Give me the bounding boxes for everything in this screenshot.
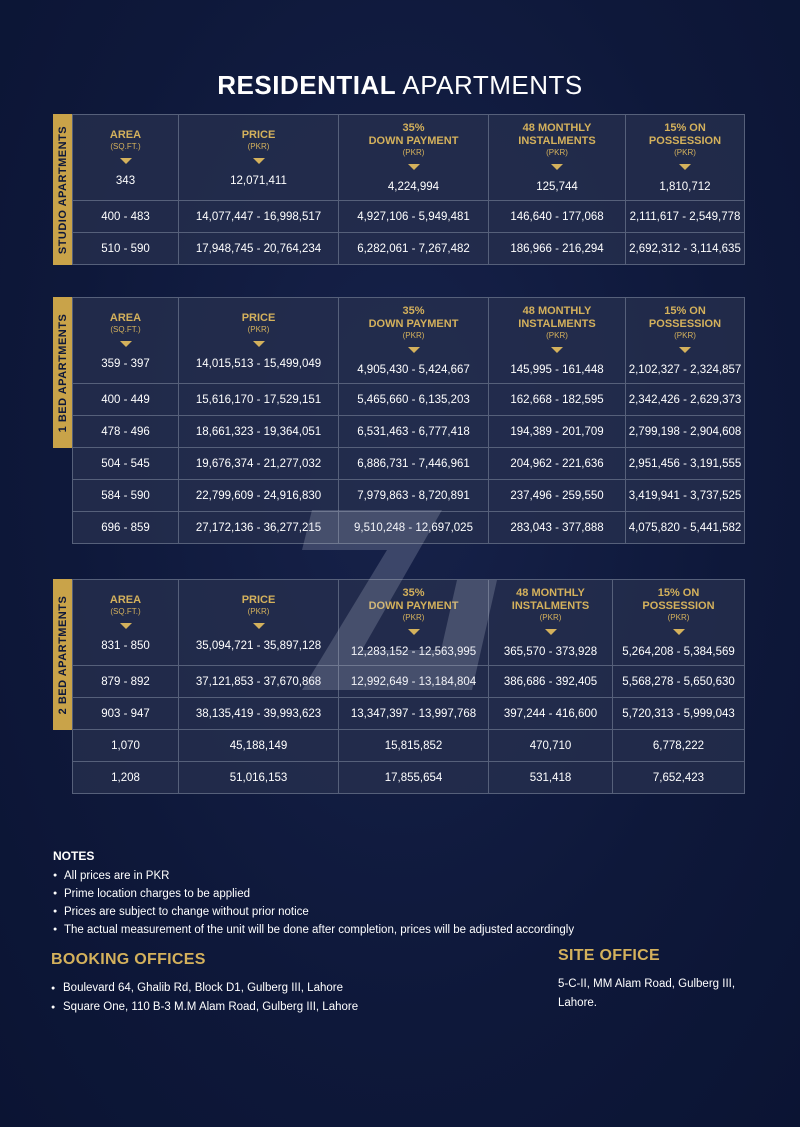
arrow-down-icon: [679, 347, 691, 353]
table-cell: 478 - 496: [73, 416, 179, 448]
area-header-label: AREA: [109, 593, 142, 606]
table-cell: 2,342,426 - 2,629,373: [626, 384, 745, 416]
possession-label-2: POSSESSION: [642, 600, 715, 612]
down-payment-label: DOWN PAYMENT: [368, 600, 459, 612]
possession-unit: (PKR): [674, 148, 696, 157]
down-payment-unit: (PKR): [402, 331, 425, 340]
table-cell: 146,640 - 177,068: [489, 201, 626, 233]
table-cell: 2,692,312 - 3,114,635: [626, 233, 745, 265]
table-cell: 12,992,649 - 13,184,804: [339, 666, 489, 698]
down-payment-header: [339, 580, 489, 666]
table-cell: 14,077,447 - 16,998,517: [179, 201, 339, 233]
header-row: [73, 115, 745, 201]
two-bed-apartments-section: [53, 579, 744, 794]
down-payment-label: DOWN PAYMENT: [368, 318, 459, 330]
site-office-address: 5-C-II, MM Alam Road, Gulberg III, Lahore.: [558, 978, 736, 1009]
header-row: [73, 298, 745, 384]
possession-unit: (PKR): [667, 613, 690, 622]
table-cell: 397,244 - 416,600: [489, 698, 613, 730]
area-header-label: AREA: [109, 128, 142, 141]
table-cell: 400 - 449: [73, 384, 179, 416]
table-cell: 6,282,061 - 7,267,482: [339, 233, 489, 265]
down-payment-label: DOWN PAYMENT: [368, 135, 459, 147]
instalments-unit: (PKR): [539, 613, 562, 622]
price-header-label: PRICE: [241, 311, 276, 324]
table-row: [73, 384, 745, 416]
price-table: [72, 114, 745, 265]
section-tab: [53, 579, 73, 730]
arrow-down-icon: [408, 629, 420, 635]
area-header-unit: (SQ.FT.): [110, 141, 141, 151]
down-payment-header: [339, 298, 489, 384]
price-header-label: PRICE: [241, 593, 276, 606]
price-header-unit: (PKR): [247, 324, 270, 334]
table-cell: 12,071,411: [230, 174, 287, 187]
title-light: APARTMENTS: [402, 70, 583, 100]
table-row: [73, 448, 745, 480]
table-cell: 7,979,863 - 8,720,891: [339, 480, 489, 512]
table-row: [73, 762, 745, 794]
list-item: ● All prices are in PKR: [53, 867, 753, 885]
list-item: ● Prices are subject to change without prior notice: [53, 903, 753, 921]
instalments-label-1: 48 MONTHLY: [516, 587, 585, 599]
arrow-down-icon: [408, 164, 420, 170]
down-payment-unit: (PKR): [402, 148, 425, 157]
table-cell: 18,661,323 - 19,364,051: [179, 416, 339, 448]
possession-label-1: 15% ON: [657, 587, 700, 599]
table-cell: 4,224,994: [387, 181, 440, 193]
table-cell: 6,778,222: [613, 730, 745, 762]
instalments-header: [489, 298, 626, 384]
table-cell: 2,111,617 - 2,549,778: [626, 201, 745, 233]
area-header-unit: (SQ.FT.): [110, 606, 141, 616]
possession-label-1: 15% ON: [664, 122, 706, 134]
table-cell: 237,496 - 259,550: [489, 480, 626, 512]
section-label: 2 BED APARTMENTS: [57, 595, 69, 714]
table-cell: 51,016,153: [179, 762, 339, 794]
possession-label-2: POSSESSION: [648, 135, 722, 147]
table-cell: 365,570 - 373,928: [503, 646, 598, 658]
table-cell: 831 - 850: [101, 639, 150, 652]
table-cell: 12,283,152 - 12,563,995: [350, 646, 477, 658]
arrow-down-icon: [679, 164, 691, 170]
list-item: ● The actual measurement of the unit will be done after completion, prices will be adjusted accordingly: [53, 921, 753, 939]
area-header: [73, 298, 179, 384]
table-cell: 17,855,654: [339, 762, 489, 794]
possession-label-1: 15% ON: [664, 305, 706, 317]
studio-apartments-section: [53, 114, 744, 265]
notes-title: NOTES: [53, 849, 95, 863]
instalments-label-2: INSTALMENTS: [518, 135, 596, 147]
arrow-down-icon: [253, 341, 265, 347]
table-row: [73, 666, 745, 698]
possession-header: [613, 580, 745, 666]
table-cell: 14,015,513 - 15,499,049: [195, 357, 322, 370]
price-header-label: PRICE: [241, 128, 276, 141]
table-cell: 3,419,941 - 3,737,525: [626, 480, 745, 512]
table-cell: 2,951,456 - 3,191,555: [626, 448, 745, 480]
notes-section: [53, 849, 753, 939]
down-payment-header: [339, 115, 489, 201]
instalments-unit: (PKR): [546, 148, 568, 157]
booking-offices-title: BOOKING OFFICES: [51, 951, 206, 968]
table-cell: 584 - 590: [73, 480, 179, 512]
table-cell: 6,531,463 - 6,777,418: [339, 416, 489, 448]
table-cell: 13,347,397 - 13,997,768: [339, 698, 489, 730]
table-cell: 359 - 397: [101, 357, 150, 370]
table-cell: 4,905,430 - 5,424,667: [357, 364, 470, 376]
table-cell: 903 - 947: [73, 698, 179, 730]
table-cell: 879 - 892: [73, 666, 179, 698]
table-cell: 19,676,374 - 21,277,032: [179, 448, 339, 480]
price-header-unit: (PKR): [247, 141, 270, 151]
arrow-down-icon: [673, 629, 685, 635]
arrow-down-icon: [551, 347, 563, 353]
section-tab: [53, 114, 73, 265]
notes-list: [53, 867, 753, 939]
section-label: STUDIO APARTMENTS: [57, 125, 69, 254]
table-cell: 531,418: [489, 762, 613, 794]
table-cell: 204,962 - 221,636: [489, 448, 626, 480]
table-row: [73, 416, 745, 448]
price-header: [179, 115, 339, 201]
table-cell: 5,568,278 - 5,650,630: [613, 666, 745, 698]
table-cell: 4,927,106 - 5,949,481: [339, 201, 489, 233]
down-payment-pct: 35%: [402, 122, 425, 134]
table-cell: 145,995 - 161,448: [510, 364, 604, 376]
possession-header: [626, 115, 745, 201]
table-cell: 37,121,853 - 37,670,868: [179, 666, 339, 698]
section-label: 1 BED APARTMENTS: [57, 313, 69, 432]
table-cell: 1,810,712: [659, 181, 711, 193]
site-office-title: SITE OFFICE: [558, 947, 660, 964]
table-cell: 400 - 483: [73, 201, 179, 233]
table-row: [73, 480, 745, 512]
table-cell: 27,172,136 - 36,277,215: [179, 512, 339, 544]
down-payment-pct: 35%: [402, 587, 425, 599]
instalments-label-2: INSTALMENTS: [511, 600, 590, 612]
table-cell: 2,102,327 - 2,324,857: [628, 364, 742, 376]
down-payment-unit: (PKR): [402, 613, 425, 622]
arrow-down-icon: [120, 623, 132, 629]
header-row: [73, 580, 745, 666]
table-cell: 162,668 - 182,595: [489, 384, 626, 416]
table-cell: 15,815,852: [339, 730, 489, 762]
price-table: [72, 297, 745, 544]
table-cell: 4,075,820 - 5,441,582: [626, 512, 745, 544]
section-tab: [53, 297, 73, 448]
table-cell: 9,510,248 - 12,697,025: [339, 512, 489, 544]
price-header: [179, 580, 339, 666]
table-cell: 35,094,721 - 35,897,128: [195, 639, 322, 652]
price-header: [179, 298, 339, 384]
arrow-down-icon: [253, 158, 265, 164]
table-row: [73, 201, 745, 233]
instalments-label-2: INSTALMENTS: [518, 318, 596, 330]
instalments-header: [489, 580, 613, 666]
table-cell: 45,188,149: [179, 730, 339, 762]
table-cell: 1,070: [73, 730, 179, 762]
area-header-label: AREA: [109, 311, 142, 324]
arrow-down-icon: [120, 341, 132, 347]
arrow-down-icon: [253, 623, 265, 629]
list-item: ● Boulevard 64, Ghalib Rd, Block D1, Gulberg III, Lahore: [51, 979, 491, 998]
one-bed-apartments-section: [53, 297, 744, 546]
instalments-label-1: 48 MONTHLY: [522, 305, 592, 317]
down-payment-pct: 35%: [402, 305, 425, 317]
area-header: [73, 115, 179, 201]
table-cell: 5,465,660 - 6,135,203: [339, 384, 489, 416]
price-header-unit: (PKR): [247, 606, 270, 616]
table-cell: 5,264,208 - 5,384,569: [622, 646, 735, 658]
list-item: ● Prime location charges to be applied: [53, 885, 753, 903]
area-header: [73, 580, 179, 666]
arrow-down-icon: [545, 629, 557, 635]
table-cell: 125,744: [536, 181, 578, 193]
table-row: [73, 512, 745, 544]
table-row: [73, 698, 745, 730]
table-cell: 510 - 590: [73, 233, 179, 265]
arrow-down-icon: [120, 158, 132, 164]
table-cell: 186,966 - 216,294: [489, 233, 626, 265]
table-cell: 1,208: [73, 762, 179, 794]
table-cell: 2,799,198 - 2,904,608: [626, 416, 745, 448]
booking-offices-section: [51, 951, 491, 1017]
booking-offices-list: [51, 979, 491, 1017]
possession-unit: (PKR): [674, 331, 696, 340]
price-table: [72, 579, 745, 794]
instalments-unit: (PKR): [546, 331, 568, 340]
arrow-down-icon: [408, 347, 420, 353]
table-cell: 38,135,419 - 39,993,623: [179, 698, 339, 730]
table-row: [73, 233, 745, 265]
table-cell: 696 - 859: [73, 512, 179, 544]
possession-label-2: POSSESSION: [648, 318, 722, 330]
table-cell: 15,616,170 - 17,529,151: [179, 384, 339, 416]
table-cell: 17,948,745 - 20,764,234: [179, 233, 339, 265]
instalments-label-1: 48 MONTHLY: [522, 122, 592, 134]
table-cell: 283,043 - 377,888: [489, 512, 626, 544]
table-cell: 504 - 545: [73, 448, 179, 480]
list-item: ● Square One, 110 B-3 M.M Alam Road, Gulberg III, Lahore: [51, 998, 491, 1017]
table-cell: 386,686 - 392,405: [489, 666, 613, 698]
table-cell: 194,389 - 201,709: [489, 416, 626, 448]
table-row: [73, 730, 745, 762]
table-cell: 5,720,313 - 5,999,043: [613, 698, 745, 730]
table-cell: 6,886,731 - 7,446,961: [339, 448, 489, 480]
arrow-down-icon: [551, 164, 563, 170]
site-office-section: [558, 947, 758, 1013]
table-cell: 22,799,609 - 24,916,830: [179, 480, 339, 512]
page-title: [0, 70, 800, 101]
table-cell: 7,652,423: [613, 762, 745, 794]
area-header-unit: (SQ.FT.): [110, 324, 141, 334]
table-cell: 343: [115, 174, 136, 187]
table-cell: 470,710: [489, 730, 613, 762]
instalments-header: [489, 115, 626, 201]
title-bold: RESIDENTIAL: [217, 70, 397, 100]
possession-header: [626, 298, 745, 384]
